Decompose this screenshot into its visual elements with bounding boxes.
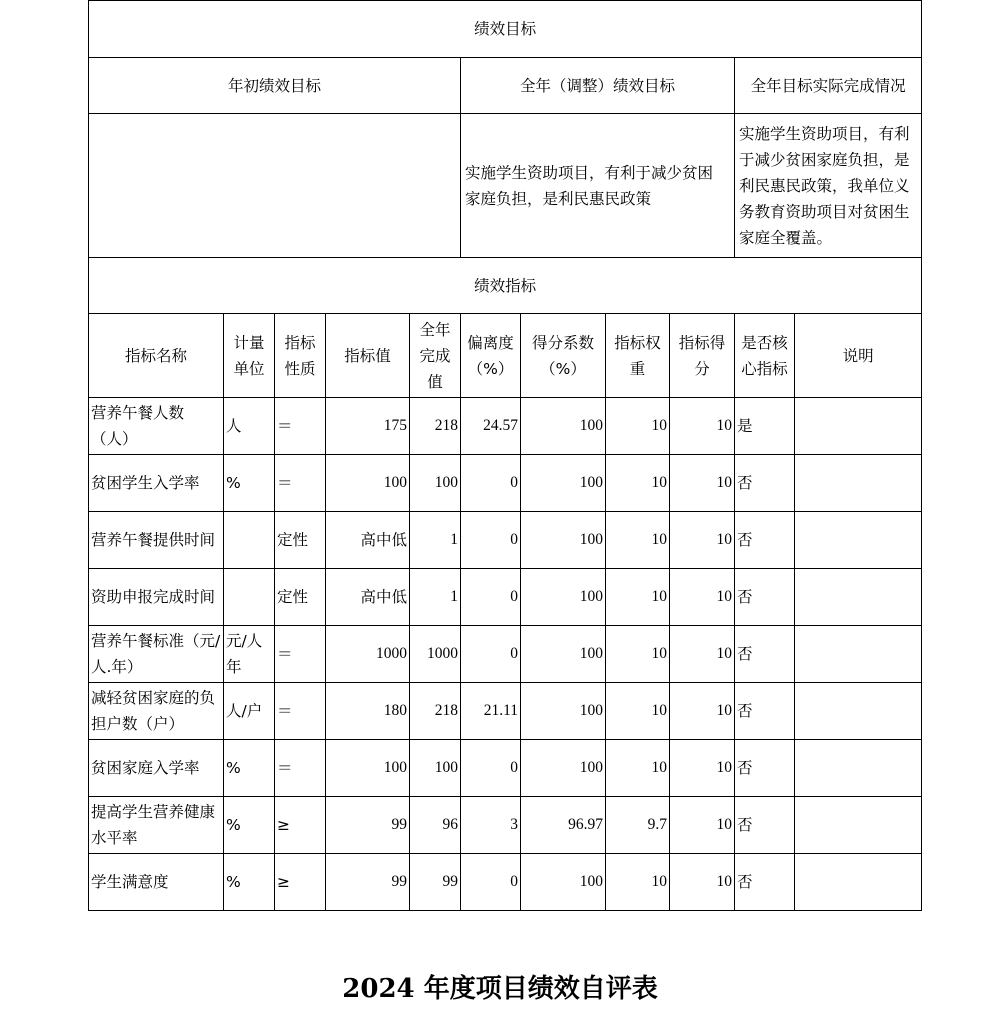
indicator-nature: ≥ xyxy=(275,854,326,911)
indicator-actual: 99 xyxy=(410,854,461,911)
indicator-deviation: 24.57 xyxy=(461,398,521,455)
indicator-core: 否 xyxy=(735,626,795,683)
indicator-note xyxy=(795,740,922,797)
indicator-nature: ＝ xyxy=(275,683,326,740)
performance-table xyxy=(88,0,922,911)
indicator-deviation: 0 xyxy=(461,569,521,626)
goals-section-title: 绩效目标 xyxy=(89,1,922,58)
indicator-target: 高中低 xyxy=(326,569,410,626)
indicator-unit: 人/户 xyxy=(224,683,275,740)
indicator-name: 减轻贫困家庭的负担户数（户） xyxy=(89,683,224,740)
indicator-unit: % xyxy=(224,740,275,797)
indicator-note xyxy=(795,455,922,512)
indicator-deviation: 0 xyxy=(461,455,521,512)
indicator-nature: ＝ xyxy=(275,455,326,512)
indicator-note xyxy=(795,683,922,740)
indicator-name: 提高学生营养健康水平率 xyxy=(89,797,224,854)
indicator-core: 否 xyxy=(735,455,795,512)
indicator-coef: 100 xyxy=(521,626,606,683)
indicator-nature: 定性 xyxy=(275,569,326,626)
indicator-core: 是 xyxy=(735,398,795,455)
indicator-weight: 10 xyxy=(606,854,670,911)
indicator-deviation: 0 xyxy=(461,626,521,683)
indicator-note xyxy=(795,797,922,854)
indicator-core: 否 xyxy=(735,740,795,797)
indicator-deviation: 0 xyxy=(461,512,521,569)
col-header-nature: 指标性质 xyxy=(275,314,326,398)
indicator-score: 10 xyxy=(670,626,735,683)
indicator-deviation: 21.11 xyxy=(461,683,521,740)
col-header-note: 说明 xyxy=(795,314,922,398)
indicator-actual: 100 xyxy=(410,455,461,512)
indicator-row xyxy=(89,683,922,740)
indicator-unit: % xyxy=(224,797,275,854)
indicator-unit xyxy=(224,512,275,569)
indicator-score: 10 xyxy=(670,854,735,911)
indicator-unit: % xyxy=(224,455,275,512)
indicator-coef: 100 xyxy=(521,512,606,569)
indicator-unit: 人 xyxy=(224,398,275,455)
indicator-coef: 100 xyxy=(521,854,606,911)
indicator-target: 100 xyxy=(326,740,410,797)
indicator-score: 10 xyxy=(670,455,735,512)
indicator-score: 10 xyxy=(670,398,735,455)
indicator-core: 否 xyxy=(735,854,795,911)
indicator-core: 否 xyxy=(735,569,795,626)
indicator-row xyxy=(89,626,922,683)
indicator-core: 否 xyxy=(735,512,795,569)
indicator-name: 贫困家庭入学率 xyxy=(89,740,224,797)
indicator-actual: 218 xyxy=(410,398,461,455)
indicator-actual: 1 xyxy=(410,569,461,626)
indicator-weight: 10 xyxy=(606,740,670,797)
indicator-target: 180 xyxy=(326,683,410,740)
indicator-note xyxy=(795,512,922,569)
indicator-unit: % xyxy=(224,854,275,911)
col-header-name: 指标名称 xyxy=(89,314,224,398)
document-title: 2024 年度项目绩效自评表 xyxy=(342,974,658,1004)
indicator-score: 10 xyxy=(670,512,735,569)
col-header-score: 指标得分 xyxy=(670,314,735,398)
col-header-unit: 计量单位 xyxy=(224,314,275,398)
indicator-unit: 元/人年 xyxy=(224,626,275,683)
indicator-target: 高中低 xyxy=(326,512,410,569)
indicator-coef: 100 xyxy=(521,569,606,626)
indicator-weight: 10 xyxy=(606,398,670,455)
adjusted-goal-header: 全年（调整）绩效目标 xyxy=(461,58,735,114)
indicators-section-title: 绩效指标 xyxy=(89,258,922,314)
indicator-name: 资助申报完成时间 xyxy=(89,569,224,626)
indicator-note xyxy=(795,854,922,911)
indicator-target: 100 xyxy=(326,455,410,512)
col-header-coef: 得分系数（%） xyxy=(521,314,606,398)
indicator-target: 99 xyxy=(326,797,410,854)
actual-completion-header: 全年目标实际完成情况 xyxy=(735,58,922,114)
indicator-name: 贫困学生入学率 xyxy=(89,455,224,512)
indicator-deviation: 0 xyxy=(461,854,521,911)
indicator-deviation: 3 xyxy=(461,797,521,854)
indicator-core: 否 xyxy=(735,683,795,740)
indicator-coef: 100 xyxy=(521,740,606,797)
indicator-score: 10 xyxy=(670,569,735,626)
indicator-nature: ≥ xyxy=(275,797,326,854)
indicator-actual: 96 xyxy=(410,797,461,854)
indicator-deviation: 0 xyxy=(461,740,521,797)
indicator-coef: 100 xyxy=(521,455,606,512)
indicator-score: 10 xyxy=(670,797,735,854)
indicator-note xyxy=(795,398,922,455)
col-header-deviation: 偏离度（%） xyxy=(461,314,521,398)
adjusted-goal-content: 实施学生资助项目，有利于减少贫困家庭负担，是利民惠民政策 xyxy=(461,114,735,258)
indicator-nature: ＝ xyxy=(275,740,326,797)
indicator-name: 学生满意度 xyxy=(89,854,224,911)
indicator-target: 175 xyxy=(326,398,410,455)
indicator-name: 营养午餐人数（人） xyxy=(89,398,224,455)
col-header-weight: 指标权重 xyxy=(606,314,670,398)
indicator-target: 1000 xyxy=(326,626,410,683)
indicator-weight: 10 xyxy=(606,569,670,626)
indicator-row xyxy=(89,455,922,512)
indicator-row xyxy=(89,512,922,569)
indicator-coef: 100 xyxy=(521,683,606,740)
indicator-actual: 218 xyxy=(410,683,461,740)
initial-goal-content xyxy=(89,114,461,258)
indicator-nature: ＝ xyxy=(275,626,326,683)
indicator-row xyxy=(89,569,922,626)
actual-completion-content: 实施学生资助项目，有利于减少贫困家庭负担，是利民惠民政策，我单位义务教育资助项目对贫困生家庭全覆盖。 xyxy=(735,114,922,258)
initial-goal-header: 年初绩效目标 xyxy=(89,58,461,114)
indicator-nature: ＝ xyxy=(275,398,326,455)
col-header-actual: 全年完成值 xyxy=(410,314,461,398)
indicator-row xyxy=(89,398,922,455)
indicator-row xyxy=(89,797,922,854)
indicator-name: 营养午餐标准（元/人.年） xyxy=(89,626,224,683)
indicator-weight: 10 xyxy=(606,626,670,683)
indicator-note xyxy=(795,569,922,626)
indicator-core: 否 xyxy=(735,797,795,854)
indicator-weight: 9.7 xyxy=(606,797,670,854)
indicator-unit xyxy=(224,569,275,626)
indicator-actual: 1000 xyxy=(410,626,461,683)
indicator-actual: 100 xyxy=(410,740,461,797)
indicator-weight: 10 xyxy=(606,512,670,569)
indicator-actual: 1 xyxy=(410,512,461,569)
indicator-coef: 96.97 xyxy=(521,797,606,854)
indicator-coef: 100 xyxy=(521,398,606,455)
col-header-target: 指标值 xyxy=(326,314,410,398)
indicator-nature: 定性 xyxy=(275,512,326,569)
indicator-name: 营养午餐提供时间 xyxy=(89,512,224,569)
indicator-row xyxy=(89,854,922,911)
indicator-score: 10 xyxy=(670,683,735,740)
indicator-weight: 10 xyxy=(606,455,670,512)
col-header-core: 是否核心指标 xyxy=(735,314,795,398)
indicator-target: 99 xyxy=(326,854,410,911)
indicator-score: 10 xyxy=(670,740,735,797)
indicator-row xyxy=(89,740,922,797)
indicator-weight: 10 xyxy=(606,683,670,740)
indicator-note xyxy=(795,626,922,683)
